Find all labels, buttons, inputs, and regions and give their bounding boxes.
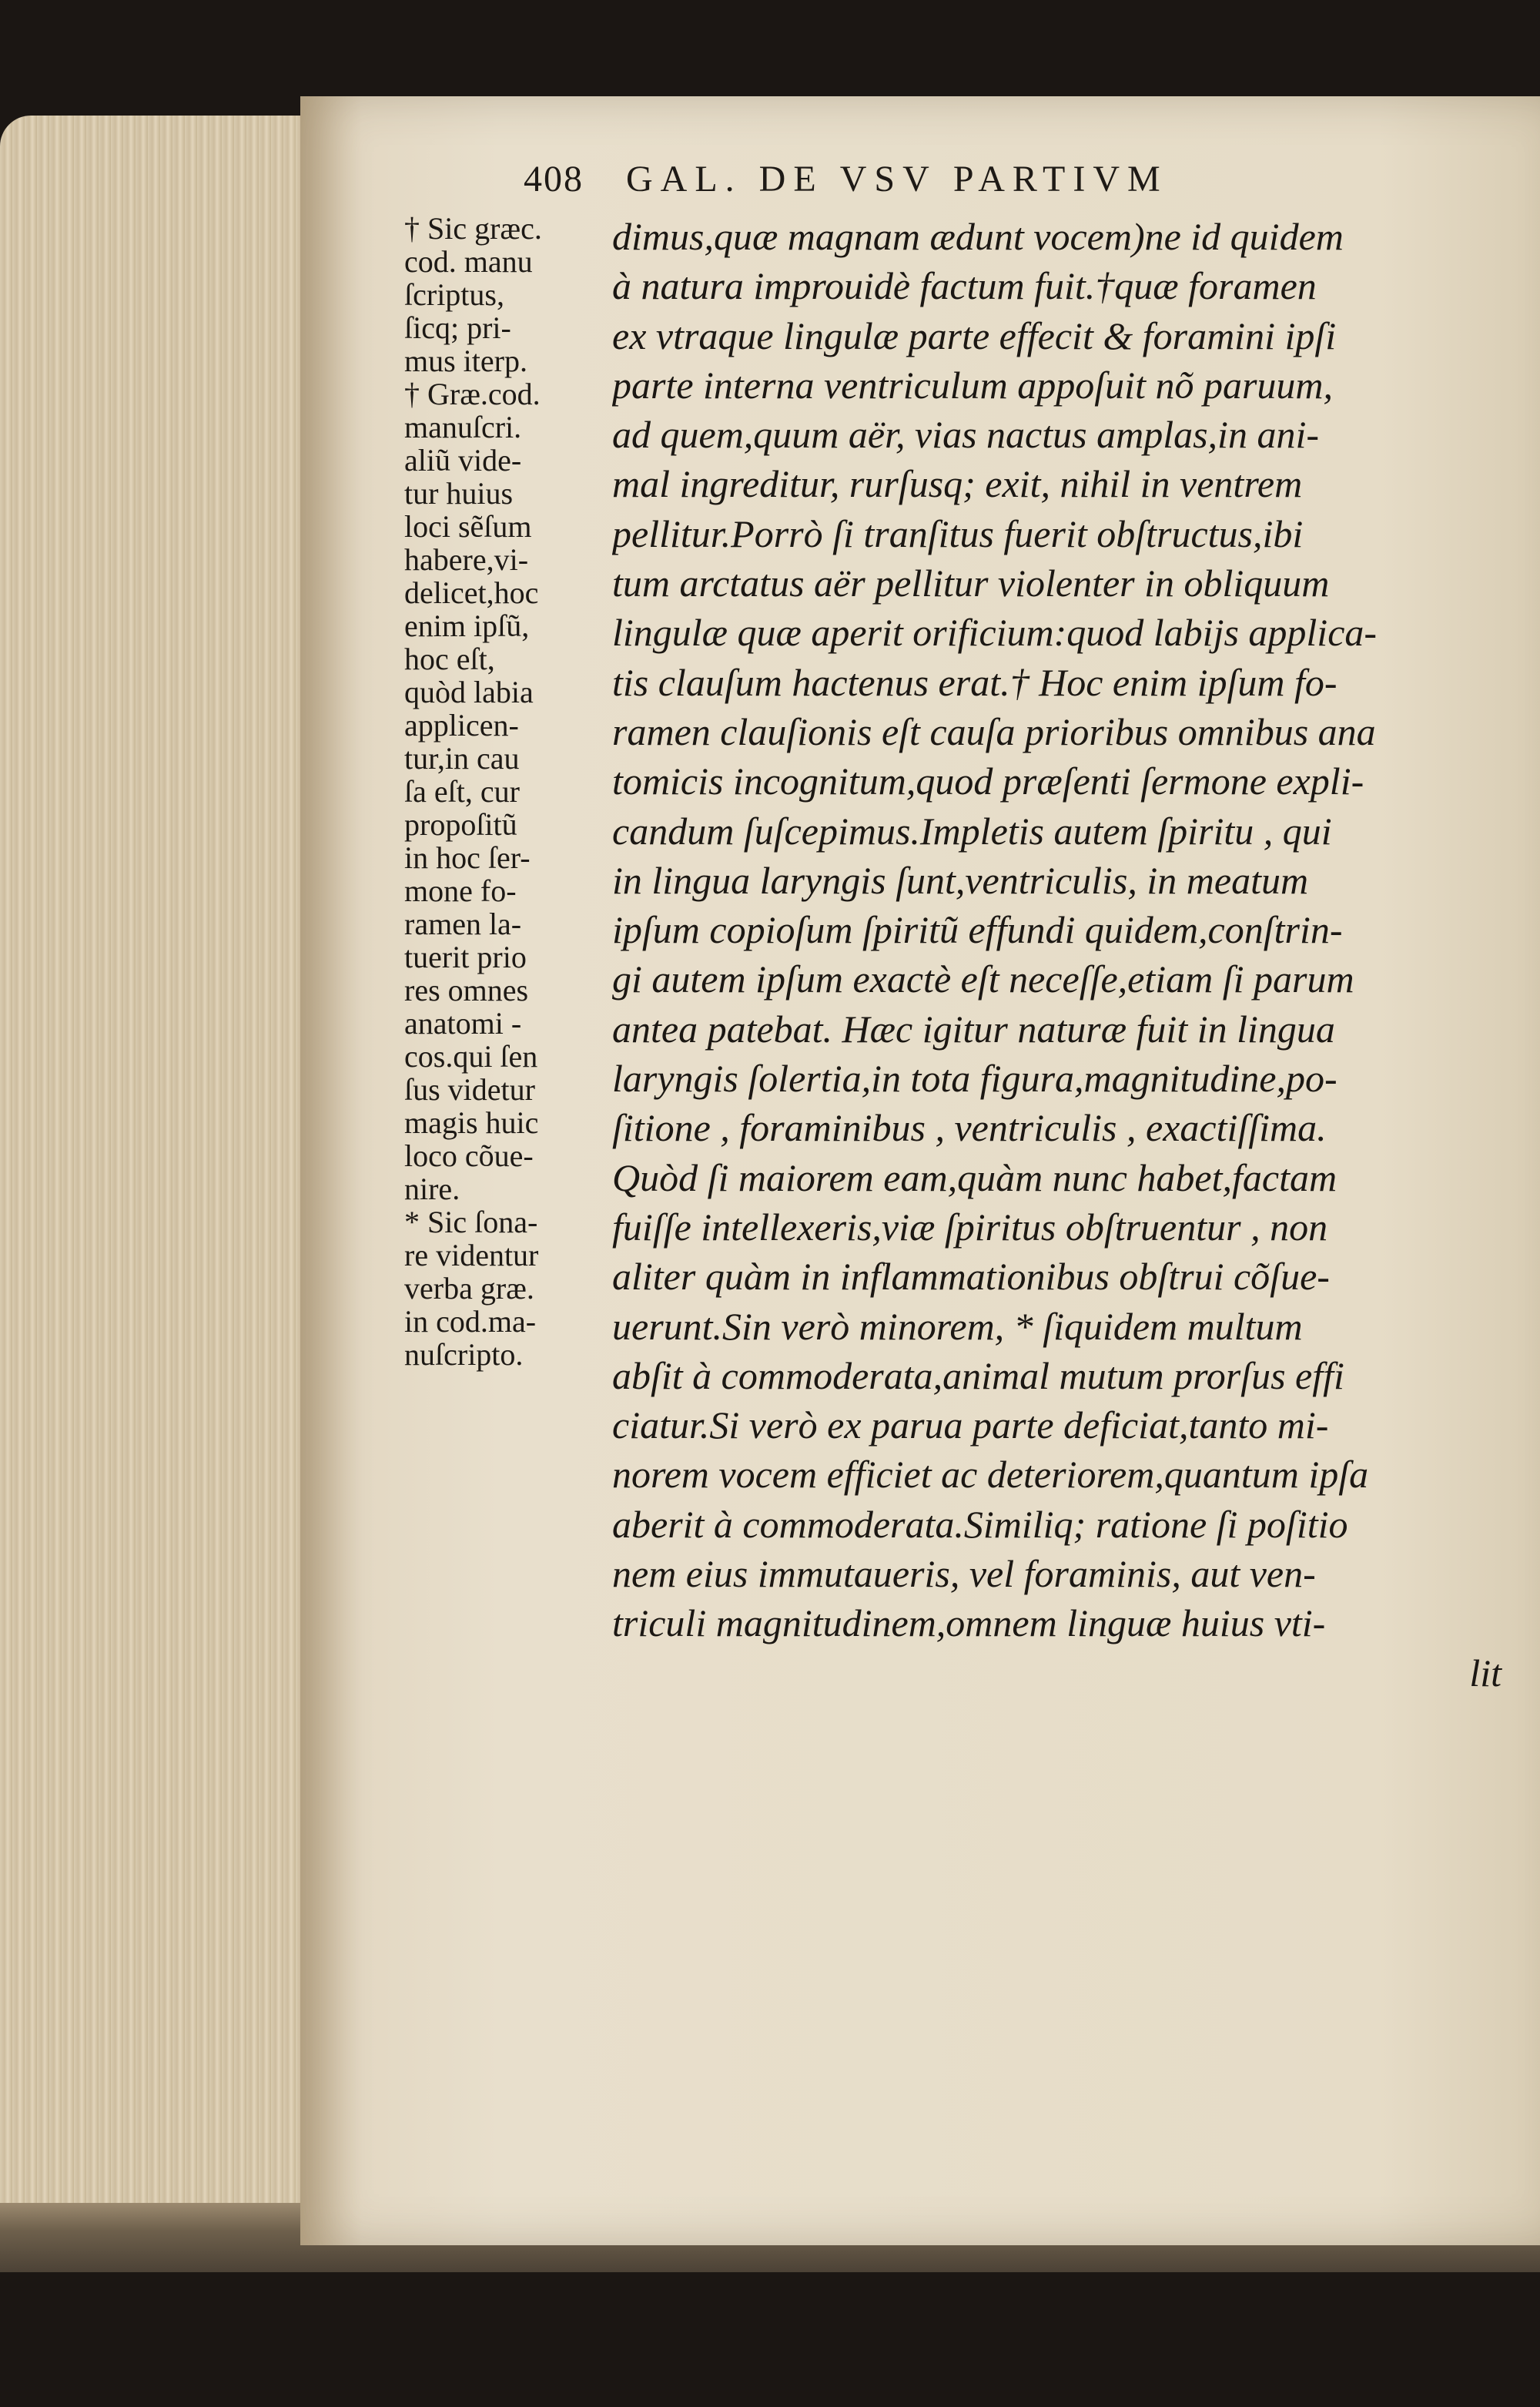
text-line: tis clauſum hactenus erat.† Hoc enim ipſum fo- <box>612 660 1337 704</box>
text-line: laryngis ſolertia,in tota figura,magnitudine,po- <box>612 1057 1337 1101</box>
text-line: lingulæ quæ aperit orificium:quod labijs applica- <box>612 611 1378 655</box>
text-line: candum ſuſcepimus.Impletis autem ſpiritu , qui <box>612 809 1332 853</box>
text-line: pellitur.Porrò ſi tranſitus fuerit obſtructus,ibi <box>612 511 1304 555</box>
running-header <box>524 158 1168 200</box>
text-line: fuiſſe intellexeris,viæ ſpiritus obſtruentur , non <box>612 1205 1328 1249</box>
text-line: ex vtraque lingulæ parte effecit & foramini ipſi <box>612 313 1337 357</box>
text-line: tum arctatus aër pellitur violenter in obliquum <box>612 562 1330 605</box>
text-line: antea patebat. Hæc igitur naturæ fuit in lingua <box>612 1007 1335 1051</box>
running-title: GAL. DE VSV PARTIVM <box>626 159 1168 199</box>
text-line: in lingua laryngis ſunt,ventriculis, in meatum <box>612 858 1309 902</box>
marginal-notes: † Sic græc. cod. manu ſcriptus, ſicq; pri- mus iterp. † Græ.cod. manuſcri. aliũ vide- tur huius loci sẽſum habere,vi- delicet,hoc enim ipſũ, hoc eſt, quòd labia applicen- tur,in cau ſa eſt, cur propoſitũ in hoc ſer- mone fo- ramen la- tuerit prio res omnes anatomi - cos.qui ſen ſus videtur magis huic loco cõue- nire. * Sic ſona- re videntur verba græ. in cod.ma- nuſcripto. <box>404 211 542 1372</box>
text-line: Quòd ſi maiorem eam,quàm nunc habet,factam <box>612 1155 1337 1199</box>
catchword: lit <box>1469 1651 1502 1695</box>
text-line: gi autem ipſum exactè eſt neceſſe,etiam ſi parum <box>612 957 1354 1001</box>
text-line: abſit à commoderata,animal mutum prorſus effi <box>612 1353 1344 1397</box>
text-line: mal ingreditur, rurſusq; exit, nihil in ventrem <box>612 462 1303 506</box>
text-line: aliter quàm in inflammationibus obſtrui cõſue- <box>612 1255 1330 1299</box>
text-line: ſitione , foraminibus , ventriculis , exactiſſima. <box>612 1106 1327 1150</box>
text-line: à natura improuidè factum fuit.†quæ foramen <box>612 264 1317 308</box>
text-line: ipſum copioſum ſpiritũ effundi quidem,conſtrin- <box>612 908 1343 952</box>
book-page-edges <box>0 116 323 2257</box>
body-text <box>612 212 1525 1698</box>
text-line: aberit à commoderata.Similiq; ratione ſi poſitio <box>612 1502 1348 1546</box>
text-line: ad quem,quum aër, vias nactus amplas,in ani- <box>612 413 1319 457</box>
text-line: parte interna ventriculum appoſuit nõ paruum, <box>612 363 1334 407</box>
text-line: nem eius immutaueris, vel foraminis, aut ven- <box>612 1552 1316 1596</box>
text-line: dimus,quæ magnam ædunt vocem)ne id quidem <box>612 215 1344 258</box>
text-line: ramen clauſionis eſt cauſa prioribus omnibus ana <box>612 709 1376 753</box>
text-line: uerunt.Sin verò minorem, * ſiquidem multum <box>612 1304 1303 1348</box>
text-line: norem vocem efficiet ac deteriorem,quantum ipſa <box>612 1453 1369 1497</box>
page-number: 408 <box>524 159 584 199</box>
text-line: ciatur.Si verò ex parua parte deficiat,tanto mi- <box>612 1403 1329 1447</box>
text-line: tomicis incognitum,quod præſenti ſermone expli- <box>612 759 1364 803</box>
text-line: triculi magnitudinem,omnem linguæ huius vti- <box>612 1601 1326 1645</box>
